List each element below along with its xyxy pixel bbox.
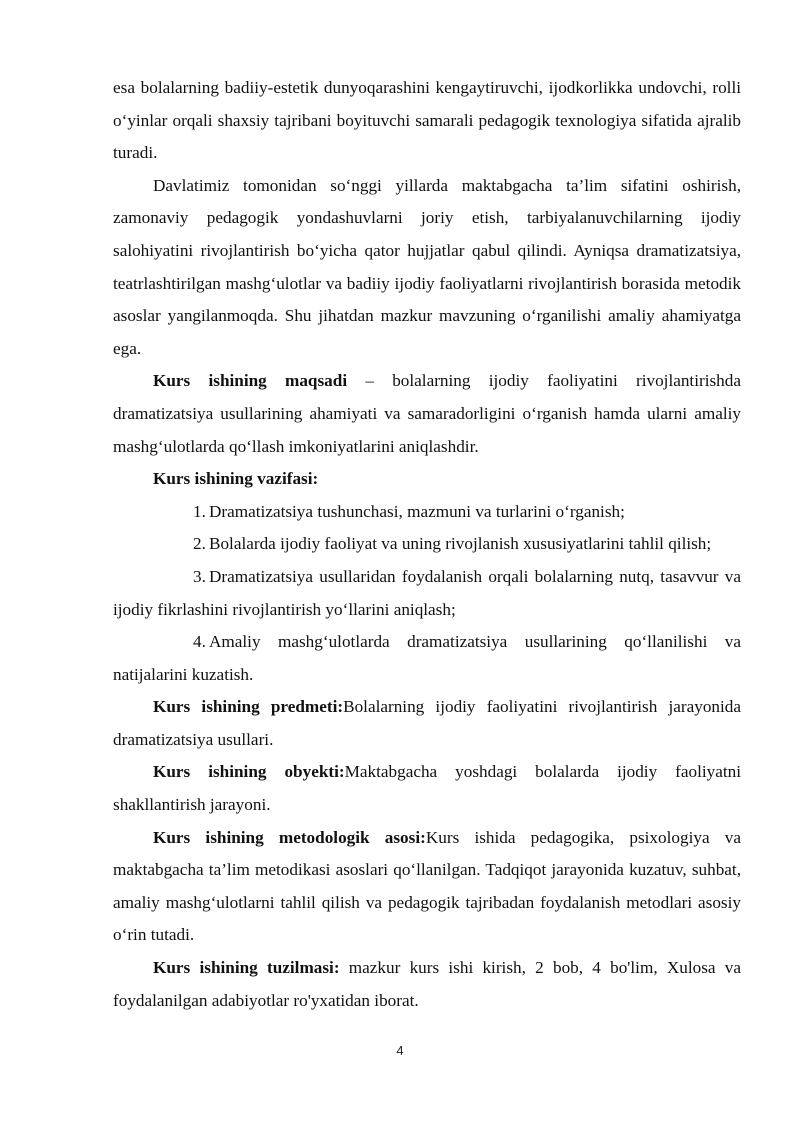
task-item <box>113 561 741 626</box>
object-paragraph <box>113 756 741 821</box>
goal-text: – bolalarning ijodiy faoliyatini rivojlantirishda dramatizatsiya usullarining ahamiyati va samaradorligini o‘rganish hamda ularni amaliy mashg‘ulotlarda qo‘llash imkoniyatlarini aniqlashdir. <box>113 371 741 456</box>
object-text: Maktabgacha yoshdagi bolalarda ijodiy faoliyatni shakllantirish jarayoni. <box>113 762 741 815</box>
state-paragraph: Davlatimiz tomonidan so‘nggi yillarda maktabgacha ta’lim sifatini oshirish, zamonaviy pedagogik yondashuvlarni joriy etish, tarbiyalanuvchilarning ijodiy salohiyatini rivojlantirish bo‘yicha qator hujjatlar qabul qilindi. Ayniqsa dramatizatsiya, teatrlashtirilgan mashg‘ulotlar va badiiy ijodiy faoliyatlarni rivojlantirish borasida metodik asoslar yangilanmoqda. Shu jihatdan mazkur mavzuning o‘rganilishi amaliy ahamiyatga ega. <box>113 175 741 358</box>
task-item <box>113 626 741 691</box>
object-label: Kurs ishining obyekti: <box>153 762 345 782</box>
subject-label: Kurs ishining predmeti: <box>153 697 344 717</box>
methodology-label: Kurs ishining metodologik asosi: <box>153 827 426 847</box>
methodology-text: Kurs ishida pedagogika, psixologiya va maktabgacha ta’lim metodikasi asoslari qo‘llanilgan. Tadqiqot jarayonida kuzatuv, suhbat, amaliy mashg‘ulotlarni tahlil qilish va pedagogik tajribadan foydalanish metodlari asosiy o‘rin tutadi. <box>113 827 741 945</box>
methodology-paragraph <box>113 822 741 952</box>
task-text: Bolalarda ijodiy faoliyat va uning rivojlanish xususiyatlarini tahlil qilish; <box>209 534 712 554</box>
task-number: 2. <box>193 534 206 554</box>
page-body <box>113 72 741 1017</box>
subject-paragraph <box>113 691 741 756</box>
task-text: Dramatizatsiya tushunchasi, mazmuni va turlarini o‘rganish; <box>209 501 625 521</box>
structure-label: Kurs ishining tuzilmasi: <box>153 958 340 978</box>
task-item <box>113 496 741 529</box>
task-number: 4. <box>193 632 206 652</box>
task-text: Dramatizatsiya usullaridan foydalanish orqali bolalarning nutq, tasavvur va ijodiy fikrlashini rivojlantirish yo‘llarini aniqlash; <box>113 566 741 619</box>
tasks-heading <box>113 463 741 496</box>
task-number: 1. <box>193 501 206 521</box>
goal-paragraph <box>113 365 741 463</box>
structure-paragraph <box>113 952 741 1017</box>
task-number: 3. <box>193 566 206 586</box>
structure-text: mazkur kurs ishi kirish, 2 bob, 4 bo'lim, Xulosa va foydalanilgan adabiyotlar ro'yxatidan iborat. <box>113 958 741 1010</box>
page-number: 4 <box>396 1043 404 1058</box>
goal-label: Kurs ishining maqsadi <box>153 371 348 391</box>
task-text: Amaliy mashg‘ulotlarda dramatizatsiya usullarining qo‘llanilishi va natijalarini kuzatish. <box>113 632 741 684</box>
subject-text: Bolalarning ijodiy faoliyatini rivojlantirish jarayonida dramatizatsiya usullari. <box>113 697 742 749</box>
tasks-label: Kurs ishining vazifasi: <box>153 469 319 489</box>
intro-paragraph: esa bolalarning badiiy-estetik dunyoqarashini kengaytiruvchi, ijodkorlikka undovchi, rolli o‘yinlar orqali shaxsiy tajribani boyituvchi samarali pedagogik texnologiya sifatida ajralib turadi. <box>113 78 741 163</box>
task-item <box>113 528 741 561</box>
